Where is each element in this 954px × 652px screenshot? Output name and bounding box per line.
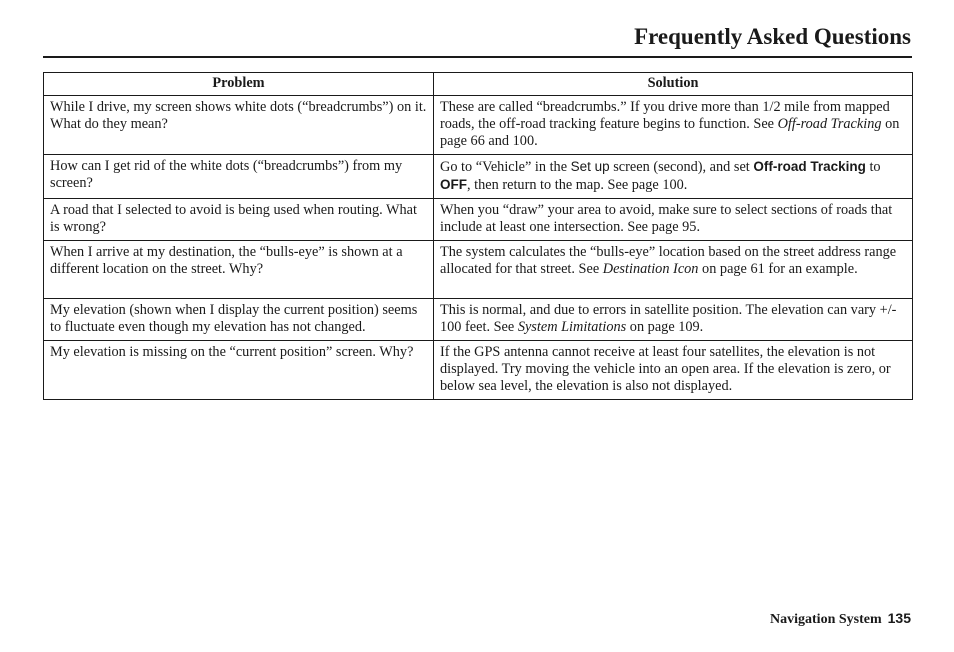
problem-cell: How can I get rid of the white dots (“breadcrumbs”) from my screen? xyxy=(44,155,434,199)
ui-label: Set up xyxy=(570,159,610,174)
table-row xyxy=(44,199,913,241)
solution-cell: If the GPS antenna cannot receive at least four satellites, the elevation is not displayed. Try moving the vehicle into an open area. If the elevation is zero, or below sea level, the elevation is also not displayed. xyxy=(434,341,913,400)
problem-cell: While I drive, my screen shows white dots (“breadcrumbs”) on it. What do they mean? xyxy=(44,96,434,155)
table-header-row xyxy=(44,73,913,96)
page-number: 135 xyxy=(887,610,911,626)
table-row xyxy=(44,96,913,155)
cross-reference: Destination Icon xyxy=(602,261,699,277)
table-row xyxy=(44,155,913,199)
ui-label: OFF xyxy=(440,177,467,192)
table-row xyxy=(44,241,913,299)
table-row xyxy=(44,341,913,400)
problem-cell: A road that I selected to avoid is being used when routing. What is wrong? xyxy=(44,199,434,241)
title-divider xyxy=(43,56,912,58)
solution-cell: This is normal, and due to errors in satellite position. The elevation can vary +/- 100 feet. See System Limitations on page 109. xyxy=(434,299,913,341)
column-header-solution: Solution xyxy=(434,73,913,96)
problem-cell: When I arrive at my destination, the “bulls-eye” is shown at a different location on the street. Why? xyxy=(44,241,434,299)
cross-reference: System Limitations xyxy=(517,319,627,335)
problem-cell: My elevation is missing on the “current position” screen. Why? xyxy=(44,341,434,400)
solution-cell: The system calculates the “bulls-eye” location based on the street address range allocated for that street. See Destination Icon on page 61 for an example. xyxy=(434,241,913,299)
solution-cell: When you “draw” your area to avoid, make sure to select sections of roads that include at least one intersection. See page 95. xyxy=(434,199,913,241)
cross-reference: Off-road Tracking xyxy=(777,116,882,132)
solution-cell: Go to “Vehicle” in the Set up screen (second), and set Off-road Tracking to OFF, then return to the map. See page 100. xyxy=(434,155,913,199)
solution-cell: These are called “breadcrumbs.” If you drive more than 1/2 mile from mapped roads, the off-road tracking feature begins to function. See Off-road Tracking on page 66 and 100. xyxy=(434,96,913,155)
page-title: Frequently Asked Questions xyxy=(634,24,911,49)
column-header-problem: Problem xyxy=(44,73,434,96)
footer-section-name: Navigation System xyxy=(770,612,882,627)
page-footer xyxy=(770,610,911,628)
problem-cell: My elevation (shown when I display the current position) seems to fluctuate even though my elevation has not changed. xyxy=(44,299,434,341)
ui-label: Off-road Tracking xyxy=(753,159,866,174)
faq-table xyxy=(43,72,913,400)
table-row xyxy=(44,299,913,341)
